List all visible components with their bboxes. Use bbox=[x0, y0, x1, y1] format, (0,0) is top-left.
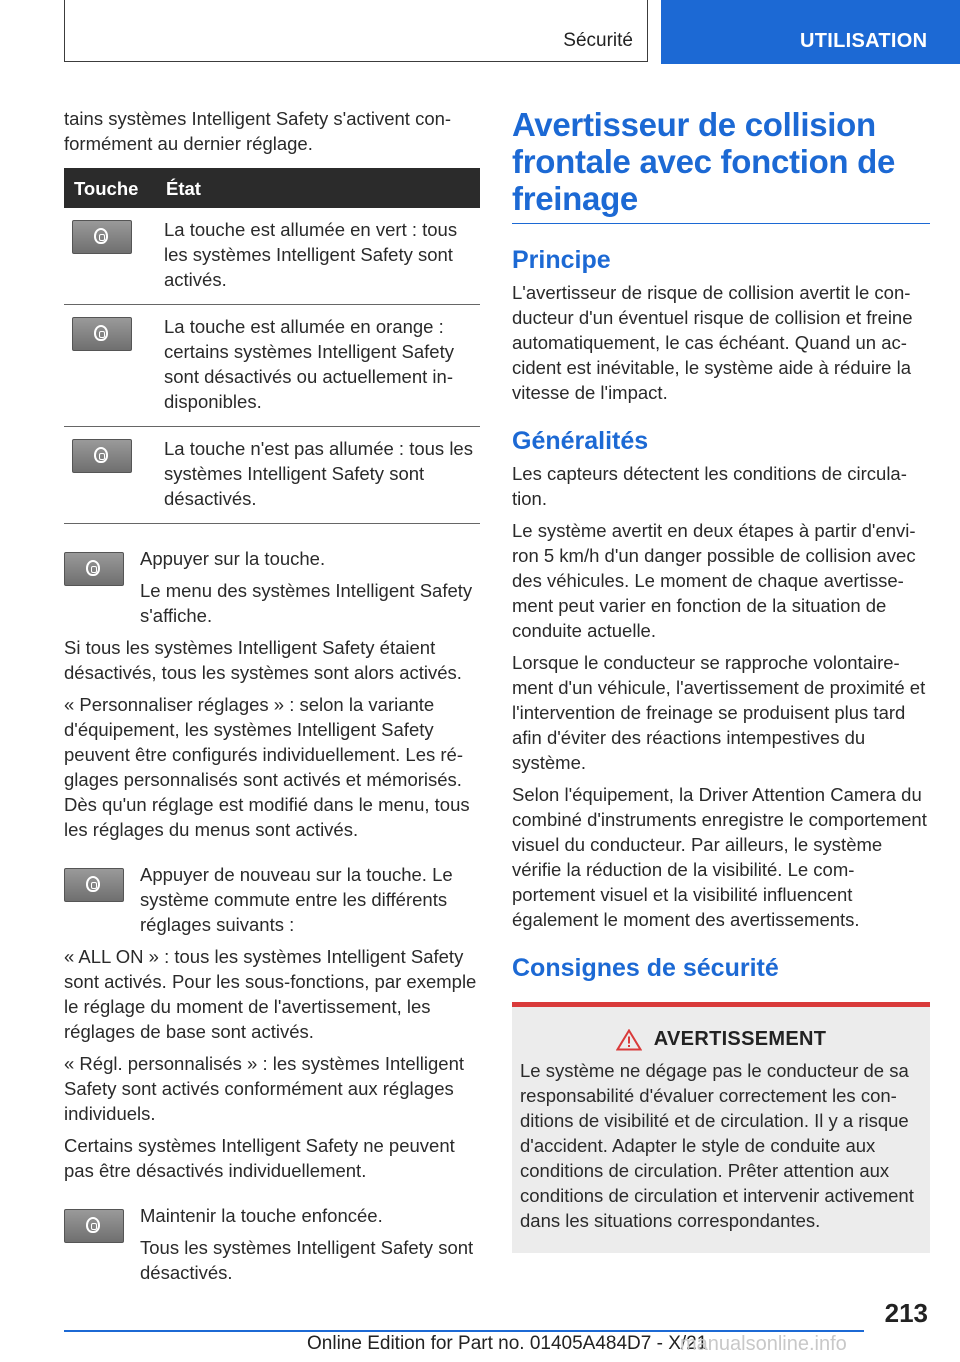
header-section-box bbox=[64, 0, 648, 62]
step-press-again bbox=[64, 862, 482, 937]
watermark: manualsonline.info bbox=[680, 1333, 847, 1355]
page-number: 213 bbox=[884, 1298, 928, 1328]
header-chapter-tab bbox=[661, 0, 960, 64]
warning-triangle-icon bbox=[616, 1029, 642, 1051]
paragraph: Certains systèmes Intelligent Safety ne peuvent pas être désactivés individuellement. bbox=[64, 1135, 455, 1181]
intelligent-safety-button-icon bbox=[64, 1209, 124, 1243]
table-row bbox=[64, 305, 480, 427]
step-text: Tous les systèmes Intelligent Safety sont désactivés. bbox=[140, 1237, 474, 1283]
table-cell-icon bbox=[64, 427, 164, 524]
step-text: Appuyer sur la touche. bbox=[140, 548, 326, 569]
header-section-label: Sécurité bbox=[563, 30, 633, 51]
heading-principe: Principe bbox=[512, 246, 611, 274]
table-cell-state: La touche est allumée en orange : certains systèmes Intelligent Safety sont désactivés ou actuellement indisponibles. bbox=[164, 305, 480, 427]
step-text: Le menu des systèmes Intelligent Safety s'affiche. bbox=[140, 580, 473, 626]
paragraph: « ALL ON » : tous les systèmes Intelligent Safety sont activés. Pour les sous-fonctions, par exemple le réglage du moment de l'avertissement, les réglages de base sont activés. bbox=[64, 946, 477, 1042]
table-cell-icon bbox=[64, 305, 164, 427]
table-cell-state: La touche n'est pas allumée : tous les systèmes Intelligent Safety sont désactivés. bbox=[164, 427, 480, 524]
paragraph: « Régl. personnalisés » : les systèmes Intelligent Safety sont activés conformément aux réglages individuels. bbox=[64, 1053, 465, 1124]
paragraph: Lorsque le conducteur se rapproche volontairement d'un véhicule, l'avertissement de proximité et l'intervention de freinage se produisent plus tard afin d'éviter des réactions intempestives du système. bbox=[512, 652, 926, 773]
table-row bbox=[64, 208, 480, 305]
table-row bbox=[64, 427, 480, 524]
intelligent-safety-button-icon bbox=[64, 868, 124, 902]
warning-text: Le système ne dégage pas le conducteur de sa responsabilité d'évaluer correctement les conditions de visibilité et de circulation. Il y a risque d'accident. Adapter le style de conduite aux conditions de circulation. Prêter attention aux conditions de circulation et intervenir activement dans les situations correspondantes. bbox=[520, 1060, 914, 1231]
table-header-touche: Touche bbox=[64, 168, 164, 208]
right-column bbox=[512, 106, 930, 1253]
paragraph: Si tous les systèmes Intelligent Safety étaient désactivés, tous les systèmes sont alors activés. bbox=[64, 637, 462, 683]
heading-consignes: Consignes de sécurité bbox=[512, 954, 779, 982]
table-cell-state: La touche est allumée en vert : tous les systèmes Intelligent Safety sont activés. bbox=[164, 208, 480, 305]
table-cell-icon bbox=[64, 208, 164, 305]
intelligent-safety-button-icon bbox=[64, 552, 124, 586]
paragraph: L'avertisseur de risque de collision avertit le conducteur d'un éventuel risque de collision et freine automatiquement, le cas échéant. Quand un accident est inévitable, le système aide à réduire la vitesse de l'impact. bbox=[512, 282, 913, 403]
paragraph: Le système avertit en deux étapes à partir d'environ 5 km/h d'un danger possible de collision avec des véhicules. Le moment de chaque avertissement peut varier en fonction de la situation de conduite actuelle. bbox=[512, 520, 916, 641]
button-state-table bbox=[64, 168, 480, 524]
section-title: Avertisseur de collision frontale avec fonction de freinage bbox=[512, 106, 930, 224]
step-text: Appuyer de nouveau sur la touche. Le système commute entre les différents réglages suivants : bbox=[140, 864, 453, 935]
paragraph: Selon l'équipement, la Driver Attention Camera du combiné d'instruments enregistre le comportement visuel du conducteur. Par ailleurs, le système vérifie la réduction de la visibilité. Le comportement visuel et la visibilité influencent également le moment des avertissements. bbox=[512, 784, 927, 930]
step-press-button bbox=[64, 546, 482, 628]
step-hold-button bbox=[64, 1203, 482, 1285]
step-text: Maintenir la touche enfoncée. bbox=[140, 1205, 383, 1226]
intelligent-safety-button-icon bbox=[72, 220, 132, 254]
table-header-etat: État bbox=[164, 168, 480, 208]
footer-divider bbox=[64, 1330, 864, 1332]
intelligent-safety-button-icon bbox=[72, 317, 132, 351]
table-header-row bbox=[64, 168, 480, 208]
left-column bbox=[64, 106, 482, 1292]
footer-edition: Online Edition for Part no. 01405A484D7 - X/21 bbox=[307, 1333, 708, 1354]
warning-label: AVERTISSEMENT bbox=[653, 1028, 827, 1050]
intro-text: tains systèmes Intelligent Safety s'activent conformément au dernier réglage. bbox=[64, 108, 452, 154]
paragraph: Les capteurs détectent les conditions de circulation. bbox=[512, 463, 907, 509]
heading-generalites: Généralités bbox=[512, 427, 649, 455]
warning-box bbox=[512, 1002, 930, 1253]
paragraph: « Personnaliser réglages » : selon la variante d'équipement, les systèmes Intelligent Safety peuvent être configurés individuellement. Les réglages personnalisés sont activés et mémorisés. Dès qu'un réglage est modifié dans le menu, tous les réglages du menus sont activés. bbox=[64, 694, 470, 840]
intelligent-safety-button-icon bbox=[72, 439, 132, 473]
header-chapter-label: UTILISATION bbox=[800, 30, 928, 52]
warning-header bbox=[520, 1027, 922, 1052]
